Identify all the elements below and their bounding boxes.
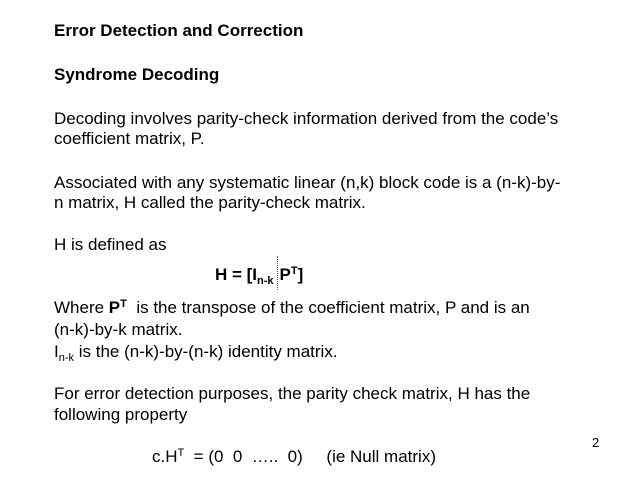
identity-subscript: n-k: [257, 275, 274, 287]
transpose-symbol: P: [279, 265, 291, 284]
slide-subheading: Syndrome Decoding: [54, 65, 220, 84]
equation-lhs: H = [I: [215, 265, 258, 284]
property-line1: For error detection purposes, the parity check matrix, H has the: [54, 384, 531, 403]
where-line1-rest: is the transpose of the coefficient matrix, P and is an: [126, 298, 530, 317]
where-line3-rest: is the (n-k)-by-(n-k) identity matrix.: [74, 342, 338, 361]
null-formula: [152, 447, 436, 467]
where-prefix: Where: [54, 298, 109, 317]
where-pt-sup: T: [120, 298, 127, 310]
where-pt: P: [108, 298, 121, 317]
identity-sub: n-k: [58, 352, 75, 364]
definition-intro: H is defined as: [54, 235, 167, 254]
paragraph-decoding-line2: coefficient matrix, P.: [54, 129, 205, 148]
formula-rhs: = (0 0 ….. 0) (ie Null matrix): [184, 447, 436, 466]
paragraph-parity-line2: n matrix, H called the parity-check matrix.: [54, 193, 366, 212]
where-line1: [54, 298, 530, 318]
paragraph-decoding-line1: Decoding involves parity-check information derived from the code’s: [54, 109, 559, 128]
property-line2: following property: [54, 405, 188, 424]
where-line3: [54, 342, 338, 362]
h-matrix-equation: [215, 256, 303, 290]
slide-number: 2: [592, 435, 600, 450]
where-line2: (n-k)-by-k matrix.: [54, 320, 183, 339]
paragraph-parity-line1: Associated with any systematic linear (n,k) block code is a (n-k)-by-: [54, 173, 561, 192]
formula-sup: T: [177, 447, 185, 459]
equation-close: ]: [297, 265, 304, 284]
identity-symbol: I: [54, 342, 59, 361]
transpose-superscript: T: [290, 265, 298, 277]
formula-lhs: c.H: [152, 447, 178, 466]
partition-divider: [277, 256, 278, 290]
slide-heading: Error Detection and Correction: [54, 21, 304, 40]
